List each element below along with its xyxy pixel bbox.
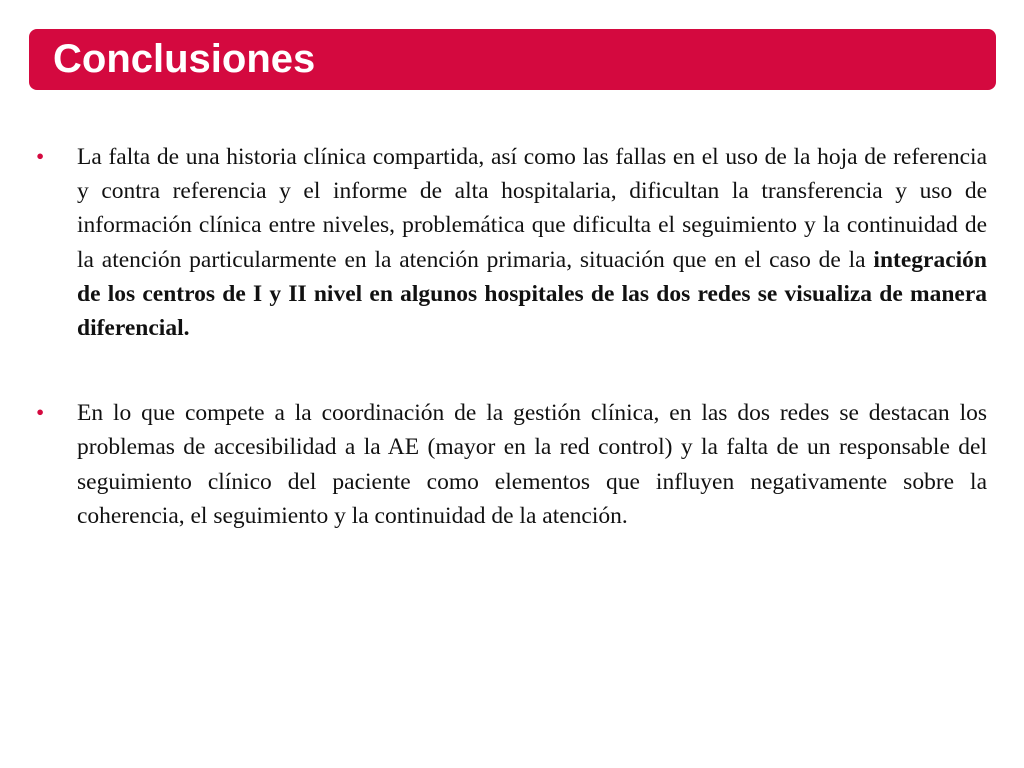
- slide-body: [36, 140, 987, 533]
- bullet-icon: •: [36, 400, 45, 427]
- page-title: Conclusiones: [53, 36, 316, 81]
- bullet-text: La falta de una historia clínica compartida, así como las fallas en el uso de la hoja de referencia y contra referencia y el informe de alta hospitalaria, dificultan la transferencia y uso de información clínica entre niveles, problemática que dificulta el seguimiento y la continuidad de la atención particularmente en la atención primaria, situación que en el caso de la: [77, 144, 987, 273]
- bullet-icon: •: [36, 144, 45, 170]
- bullet-bold-text: integración de los centros de I y II nivel en algunos hospitales de las dos redes se visualiza de manera diferencial.: [77, 246, 987, 342]
- bullet-item: [36, 396, 987, 533]
- bullet-item: [36, 140, 987, 345]
- bullet-text: En lo que compete a la coordinación de la gestión clínica, en las dos redes se destacan los problemas de accesibilidad a la AE (mayor en la red control) y la falta de un responsable del seguimiento clínico del paciente como elementos que influyen negativamente sobre la coherencia, el seguimiento y la continuidad de la atención.: [77, 400, 987, 529]
- title-bar: [29, 29, 996, 90]
